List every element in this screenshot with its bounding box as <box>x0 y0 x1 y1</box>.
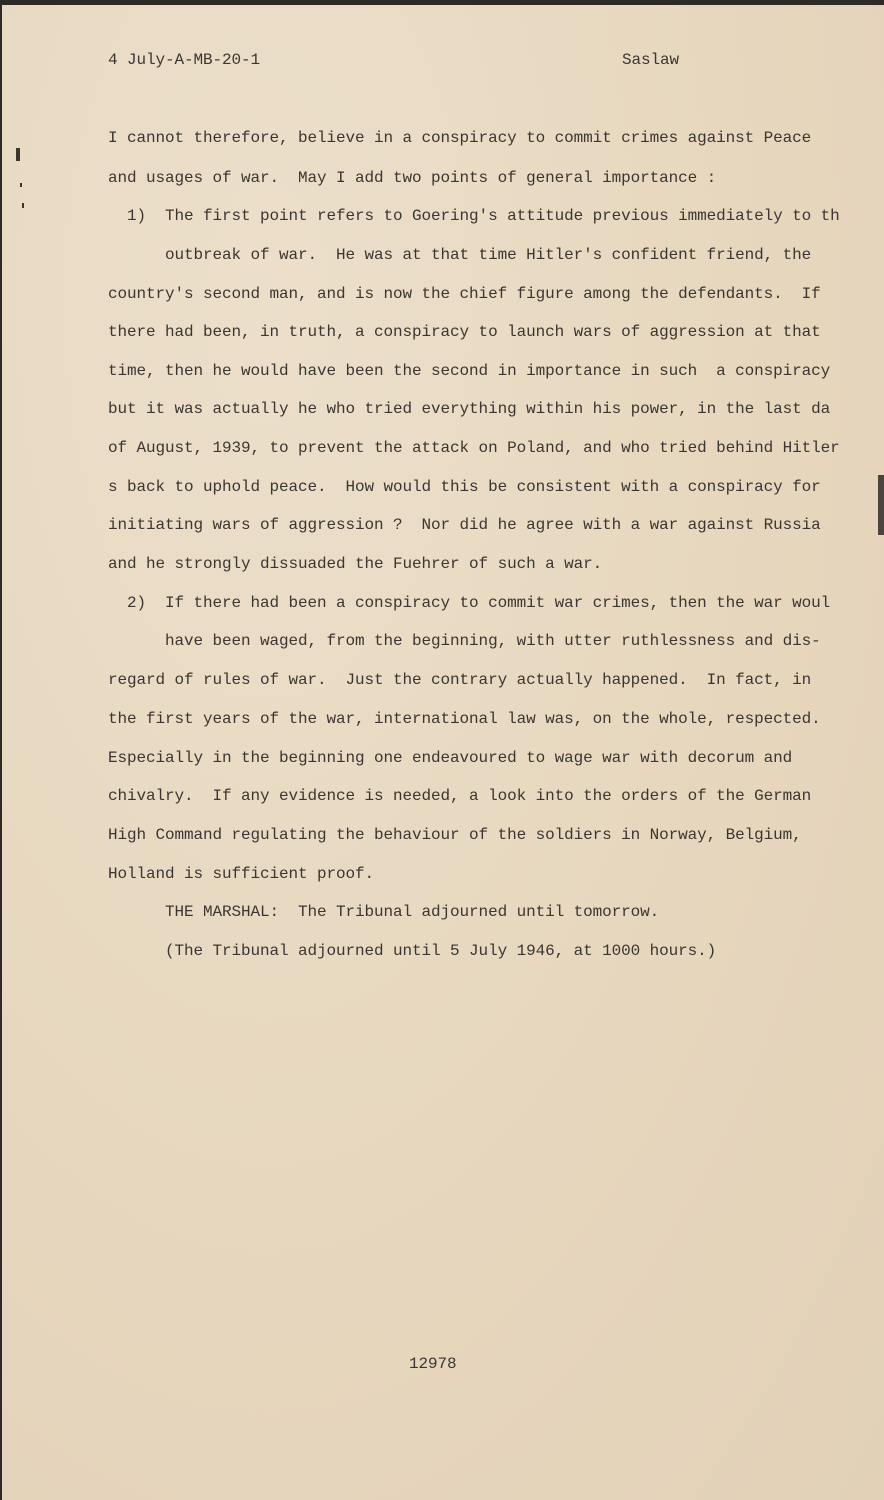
text-line: and he strongly dissuaded the Fuehrer of such a war. <box>108 555 603 573</box>
text-line: outbreak of war. He was at that time Hitler's confident friend, the <box>108 246 812 264</box>
margin-mark <box>16 148 20 161</box>
text-line: have been waged, from the beginning, with utter ruthlessness and dis- <box>108 632 821 650</box>
text-line: initiating wars of aggression ? Nor did he agree with a war against Russia <box>108 516 821 534</box>
text-line: 2) If there had been a conspiracy to commit war crimes, then the war woul <box>108 594 831 612</box>
text-line: High Command regulating the behaviour of the soldiers in Norway, Belgium, <box>108 826 802 844</box>
document-reference: 4 July-A-MB-20-1 <box>108 51 261 69</box>
document-page <box>2 5 884 1500</box>
text-line: Especially in the beginning one endeavoured to wage war with decorum and <box>108 749 793 767</box>
text-line: chivalry. If any evidence is needed, a look into the orders of the German <box>108 787 812 805</box>
text-line: 1) The first point refers to Goering's attitude previous immediately to th <box>108 207 840 225</box>
text-line: regard of rules of war. Just the contrary actually happened. In fact, in <box>108 671 812 689</box>
text-line: (The Tribunal adjourned until 5 July 1946, at 1000 hours.) <box>108 942 717 960</box>
author-name: Saslaw <box>622 51 680 69</box>
text-line: the first years of the war, international law was, on the whole, respected. <box>108 710 821 728</box>
text-line: I cannot therefore, believe in a conspiracy to commit crimes against Peace <box>108 129 812 147</box>
text-line: time, then he would have been the second in importance in such a conspiracy <box>108 362 831 380</box>
text-line: s back to uphold peace. How would this be consistent with a conspiracy for <box>108 478 821 496</box>
page-number: 12978 <box>409 1355 457 1373</box>
text-line: country's second man, and is now the chief figure among the defendants. If <box>108 285 821 303</box>
margin-mark <box>22 203 24 208</box>
text-line: and usages of war. May I add two points of general importance : <box>108 169 717 187</box>
text-line: but it was actually he who tried everything within his power, in the last da <box>108 400 831 418</box>
text-line: THE MARSHAL: The Tribunal adjourned until tomorrow. <box>108 903 660 921</box>
text-line: there had been, in truth, a conspiracy to launch wars of aggression at that <box>108 323 821 341</box>
page-edge <box>878 475 884 535</box>
margin-mark <box>20 183 22 187</box>
text-line: of August, 1939, to prevent the attack on Poland, and who tried behind Hitler <box>108 439 840 457</box>
text-line: Holland is sufficient proof. <box>108 865 375 883</box>
